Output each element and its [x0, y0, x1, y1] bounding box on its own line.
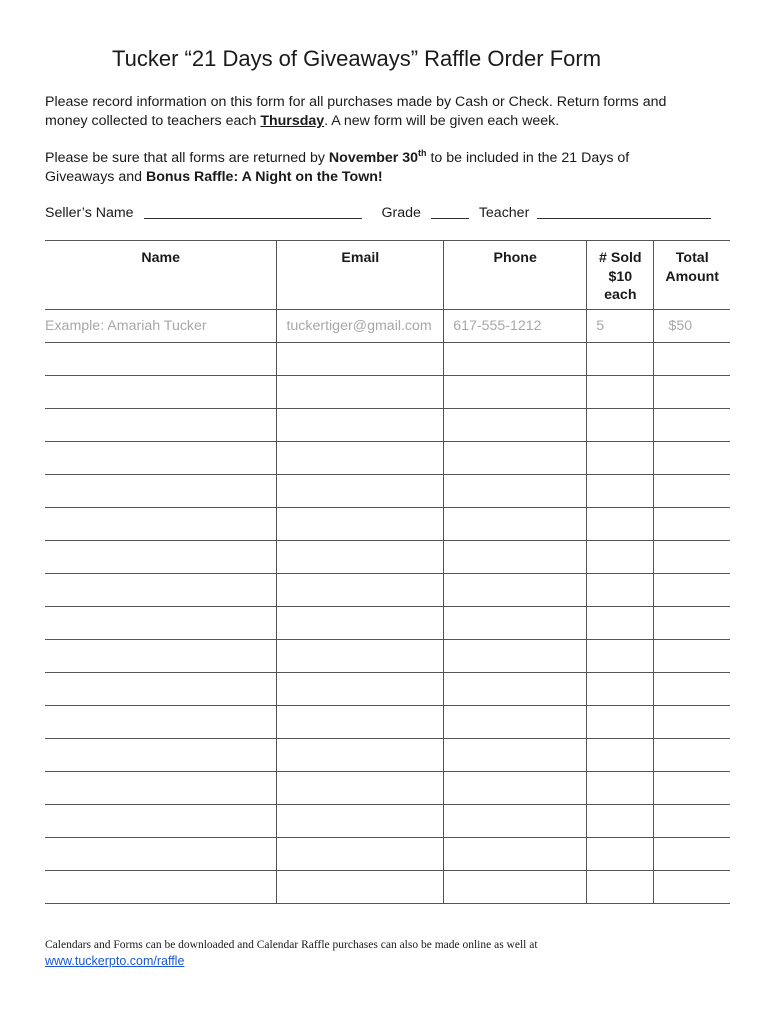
- example-row: [45, 310, 730, 343]
- name-cell[interactable]: [45, 739, 277, 772]
- sold-cell[interactable]: [587, 376, 654, 409]
- example-name: Example: Amariah Tucker: [45, 318, 207, 334]
- table-row: [45, 343, 730, 376]
- email-cell[interactable]: [277, 376, 444, 409]
- sold-cell[interactable]: [587, 673, 654, 706]
- email-cell[interactable]: [277, 508, 444, 541]
- name-cell[interactable]: [45, 772, 277, 805]
- sold-cell[interactable]: [587, 772, 654, 805]
- name-cell[interactable]: [45, 607, 277, 640]
- seller-name-label: Seller’s Name: [45, 205, 134, 221]
- total-cell[interactable]: [654, 640, 730, 673]
- email-cell[interactable]: [277, 739, 444, 772]
- phone-cell[interactable]: [444, 640, 587, 673]
- header-total-line-1: Total: [675, 250, 709, 266]
- phone-cell[interactable]: [444, 673, 587, 706]
- phone-cell[interactable]: [444, 343, 587, 376]
- table-row: [45, 772, 730, 805]
- phone-cell[interactable]: [444, 607, 587, 640]
- name-cell[interactable]: [45, 508, 277, 541]
- name-cell[interactable]: [45, 541, 277, 574]
- phone-cell[interactable]: [444, 376, 587, 409]
- total-cell[interactable]: [654, 739, 730, 772]
- sold-cell[interactable]: [587, 409, 654, 442]
- header-sold-line-2: $10: [608, 268, 633, 285]
- total-cell[interactable]: [654, 772, 730, 805]
- email-cell[interactable]: [277, 871, 444, 904]
- seller-name-field[interactable]: [144, 204, 362, 219]
- sold-cell[interactable]: [587, 541, 654, 574]
- example-sold: 5: [596, 318, 605, 334]
- bonus-raffle-title: Bonus Raffle: A Night on the Town!: [145, 169, 383, 185]
- name-cell[interactable]: [45, 343, 277, 376]
- sold-cell[interactable]: [587, 871, 654, 904]
- deadline-line-1-start: Please be sure that all forms are returned by: [45, 150, 329, 166]
- email-cell[interactable]: [277, 673, 444, 706]
- phone-cell[interactable]: [444, 805, 587, 838]
- intro-line-2-start: money collected to teachers each: [45, 113, 261, 129]
- table-row: [45, 541, 730, 574]
- table-row: [45, 640, 730, 673]
- header-phone: Phone: [444, 241, 587, 310]
- total-cell[interactable]: [654, 805, 730, 838]
- phone-cell[interactable]: [444, 772, 587, 805]
- intro-paragraph: [45, 93, 666, 131]
- footer-text: Calendars and Forms can be downloaded and Calendar Raffle purchases can also be made online as well at: [45, 939, 538, 951]
- teacher-label: Teacher: [478, 205, 530, 221]
- name-cell[interactable]: [45, 442, 277, 475]
- phone-cell[interactable]: [444, 838, 587, 871]
- header-name: Name: [45, 241, 277, 310]
- total-cell[interactable]: [654, 607, 730, 640]
- email-cell[interactable]: [277, 574, 444, 607]
- name-cell[interactable]: [45, 838, 277, 871]
- phone-cell[interactable]: [444, 739, 587, 772]
- name-cell[interactable]: [45, 409, 277, 442]
- table-row: [45, 508, 730, 541]
- table-row: [45, 376, 730, 409]
- total-cell[interactable]: [654, 508, 730, 541]
- sold-cell[interactable]: [587, 739, 654, 772]
- total-cell[interactable]: [654, 442, 730, 475]
- intro-line-2-end: . A new form will be given each week.: [324, 113, 560, 129]
- table-row: [45, 871, 730, 904]
- phone-cell[interactable]: [444, 541, 587, 574]
- table-row: [45, 442, 730, 475]
- name-cell[interactable]: [45, 871, 277, 904]
- order-table: [45, 240, 730, 904]
- example-phone: 617-555-1212: [453, 318, 542, 334]
- phone-cell[interactable]: [444, 475, 587, 508]
- header-number-sold: [587, 241, 654, 310]
- sold-cell[interactable]: [587, 508, 654, 541]
- total-cell[interactable]: [654, 376, 730, 409]
- table-row: [45, 409, 730, 442]
- deadline-line-1-end: to be included in the 21 Days of: [426, 150, 630, 166]
- email-cell[interactable]: [277, 343, 444, 376]
- sold-cell[interactable]: [587, 706, 654, 739]
- sold-cell[interactable]: [587, 640, 654, 673]
- total-cell[interactable]: [654, 475, 730, 508]
- table-row: [45, 574, 730, 607]
- total-cell[interactable]: [654, 838, 730, 871]
- name-cell[interactable]: [45, 475, 277, 508]
- deadline-date: November 30: [328, 150, 419, 166]
- name-cell[interactable]: [45, 706, 277, 739]
- grade-label: Grade: [381, 205, 421, 221]
- table-header-row: [45, 241, 730, 310]
- name-cell[interactable]: [45, 376, 277, 409]
- email-cell[interactable]: [277, 442, 444, 475]
- header-total-line-2: Amount: [665, 268, 720, 285]
- table-row: [45, 475, 730, 508]
- intro-day-highlight: Thursday: [260, 113, 325, 129]
- table-row: [45, 706, 730, 739]
- table-row: [45, 838, 730, 871]
- phone-cell[interactable]: [444, 706, 587, 739]
- header-sold-line-1: # Sold: [599, 250, 642, 266]
- sold-cell[interactable]: [587, 805, 654, 838]
- table-row: [45, 607, 730, 640]
- table-row: [45, 673, 730, 706]
- phone-cell[interactable]: [444, 871, 587, 904]
- email-cell[interactable]: [277, 805, 444, 838]
- sold-cell[interactable]: [587, 607, 654, 640]
- deadline-line-2-start: Giveaways and: [45, 169, 146, 185]
- phone-cell[interactable]: [444, 574, 587, 607]
- email-cell[interactable]: [277, 475, 444, 508]
- seller-info-row: [45, 204, 711, 221]
- email-cell[interactable]: [277, 640, 444, 673]
- raffle-link[interactable]: www.tuckerpto.com/raffle: [45, 954, 185, 968]
- email-cell[interactable]: [277, 838, 444, 871]
- phone-cell[interactable]: [444, 442, 587, 475]
- total-cell[interactable]: [654, 541, 730, 574]
- deadline-paragraph: [45, 149, 629, 187]
- total-cell[interactable]: [654, 409, 730, 442]
- intro-line-1: Please record information on this form for all purchases made by Cash or Check. Return forms and: [45, 94, 667, 110]
- email-cell[interactable]: [277, 409, 444, 442]
- phone-cell[interactable]: [444, 409, 587, 442]
- total-cell[interactable]: [654, 706, 730, 739]
- name-cell[interactable]: [45, 574, 277, 607]
- phone-cell[interactable]: [444, 508, 587, 541]
- name-cell[interactable]: [45, 640, 277, 673]
- footer-note: [45, 937, 538, 970]
- teacher-field[interactable]: [537, 204, 711, 219]
- sold-cell[interactable]: [587, 475, 654, 508]
- name-cell[interactable]: [45, 805, 277, 838]
- email-cell[interactable]: [277, 706, 444, 739]
- name-cell[interactable]: [45, 673, 277, 706]
- page-title: Tucker “21 Days of Giveaways” Raffle Order Form: [112, 46, 602, 71]
- email-cell[interactable]: [277, 607, 444, 640]
- table-row: [45, 739, 730, 772]
- example-email: tuckertiger@gmail.com: [286, 318, 432, 334]
- header-email: Email: [277, 241, 444, 310]
- example-total: $50: [668, 318, 693, 334]
- total-cell[interactable]: [654, 574, 730, 607]
- sold-cell[interactable]: [587, 442, 654, 475]
- email-cell[interactable]: [277, 772, 444, 805]
- sold-cell[interactable]: [587, 343, 654, 376]
- sold-cell[interactable]: [587, 574, 654, 607]
- deadline-date-suffix: th: [418, 148, 427, 158]
- table-row: [45, 805, 730, 838]
- email-cell[interactable]: [277, 541, 444, 574]
- total-cell[interactable]: [654, 673, 730, 706]
- total-cell[interactable]: [654, 343, 730, 376]
- header-sold-line-3: each: [604, 287, 637, 303]
- grade-field[interactable]: [431, 204, 469, 219]
- total-cell[interactable]: [654, 871, 730, 904]
- header-total-amount: [654, 241, 730, 310]
- sold-cell[interactable]: [587, 838, 654, 871]
